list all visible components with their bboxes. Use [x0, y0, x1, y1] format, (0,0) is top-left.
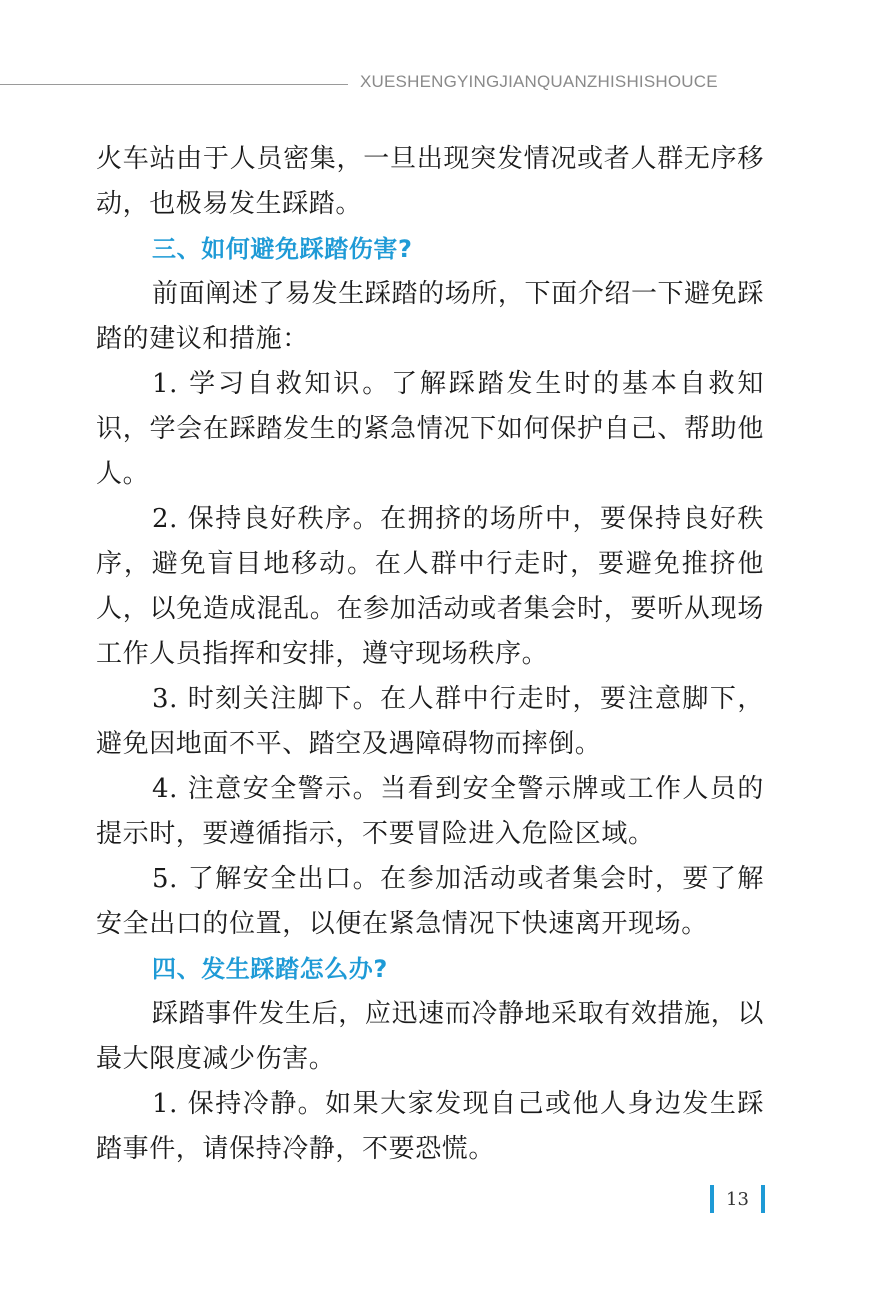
header-rule: [0, 84, 348, 85]
paragraph-section-4-intro: 踩踏事件发生后，应迅速而冷静地采取有效措施，以最大限度减少伤害。: [96, 999, 764, 1074]
paragraph-intro: 火车站由于人员密集，一旦出现突发情况或者人群无序移动，也极易发生踩踏。: [96, 144, 764, 219]
paragraph-section-3-intro: 前面阐述了易发生踩踏的场所，下面介绍一下避免踩踏的建议和措施：: [96, 279, 764, 354]
list-item-4-1: 1. 保持冷静。如果大家发现自己或他人身边发生踩踏事件，请保持冷静，不要恐慌。: [96, 1089, 764, 1164]
section-heading-3: 三、如何避免踩踏伤害?: [152, 235, 413, 263]
list-item-3-1: 1. 学习自救知识。了解踩踏发生时的基本自救知识，学会在踩踏发生的紧急情况下如何保护自己、帮助他人。: [96, 369, 764, 489]
list-item-3-5: 5. 了解安全出口。在参加活动或者集会时，要了解安全出口的位置，以便在紧急情况下快速离开现场。: [96, 864, 764, 939]
page-body: [96, 137, 764, 1172]
list-item-3-3: 3. 时刻关注脚下。在人群中行走时，要注意脚下，避免因地面不平、踏空及遇障碍物而摔倒。: [96, 684, 764, 759]
page-number-block: [710, 1185, 765, 1213]
page-number: 13: [726, 1188, 749, 1210]
running-header: XUESHENGYINGJIANQUANZHISHISHOUCE: [360, 72, 718, 91]
section-heading-4: 四、发生踩踏怎么办?: [152, 955, 388, 983]
list-item-3-2: 2. 保持良好秩序。在拥挤的场所中，要保持良好秩序，避免盲目地移动。在人群中行走时，要避免推挤他人，以免造成混乱。在参加活动或者集会时，要听从现场工作人员指挥和安排，遵守现场秩序。: [96, 504, 764, 669]
list-item-3-4: 4. 注意安全警示。当看到安全警示牌或工作人员的提示时，要遵循指示，不要冒险进入危险区域。: [96, 774, 764, 849]
page-number-bar-right: [761, 1185, 765, 1213]
